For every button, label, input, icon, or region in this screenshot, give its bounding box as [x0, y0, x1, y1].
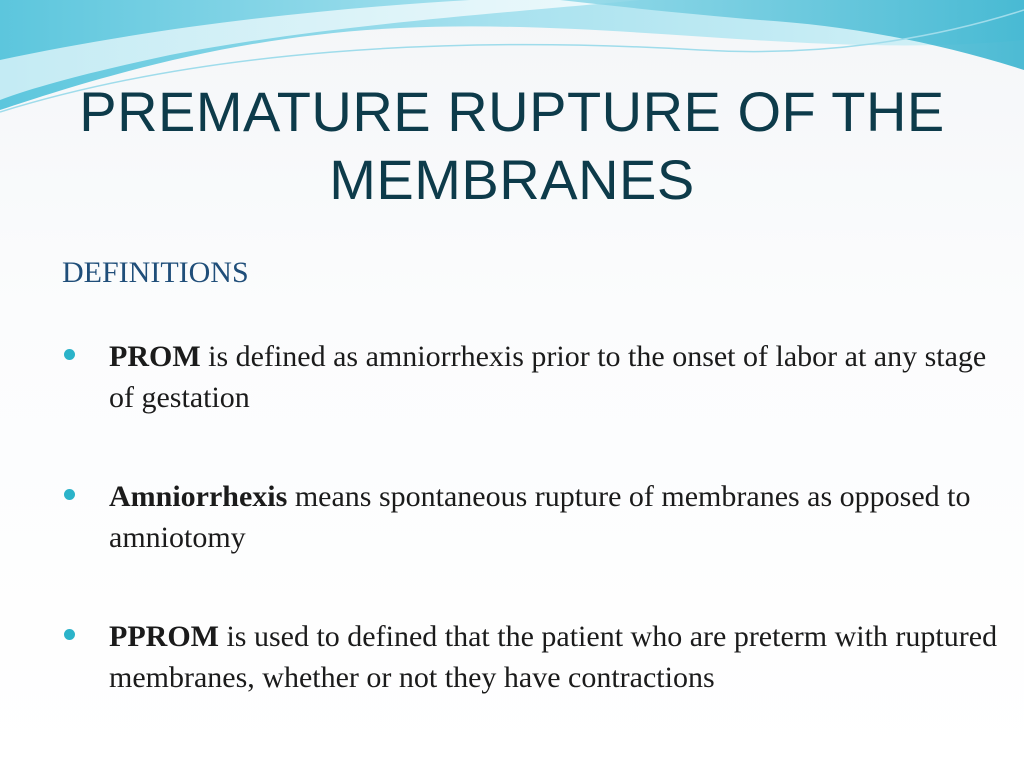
- definition-item-prom: [62, 336, 1012, 418]
- slide-title: PREMATURE RUPTURE OF THE MEMBRANES: [79, 80, 945, 211]
- definition-text: is used to defined that the patient who are preterm with ruptured membranes, whether or not they have contractions: [109, 620, 998, 694]
- definition-text: means spontaneous rupture of membranes as opposed to amniotomy: [109, 480, 971, 554]
- definition-list: [62, 336, 1012, 756]
- section-heading: DEFINITIONS: [62, 256, 249, 289]
- definition-term: PPROM: [109, 620, 219, 653]
- definition-text: is defined as amniorrhexis prior to the onset of labor at any stage of gestation: [109, 340, 987, 414]
- teal-dot-icon: [64, 489, 75, 500]
- teal-dot-icon: [64, 349, 75, 360]
- teal-dot-icon: [64, 629, 75, 640]
- definition-term: Amniorrhexis: [109, 480, 288, 513]
- definition-term: PROM: [109, 340, 201, 373]
- definition-item-pprom: [62, 616, 1012, 698]
- definition-item-amniorrhexis: [62, 476, 1012, 558]
